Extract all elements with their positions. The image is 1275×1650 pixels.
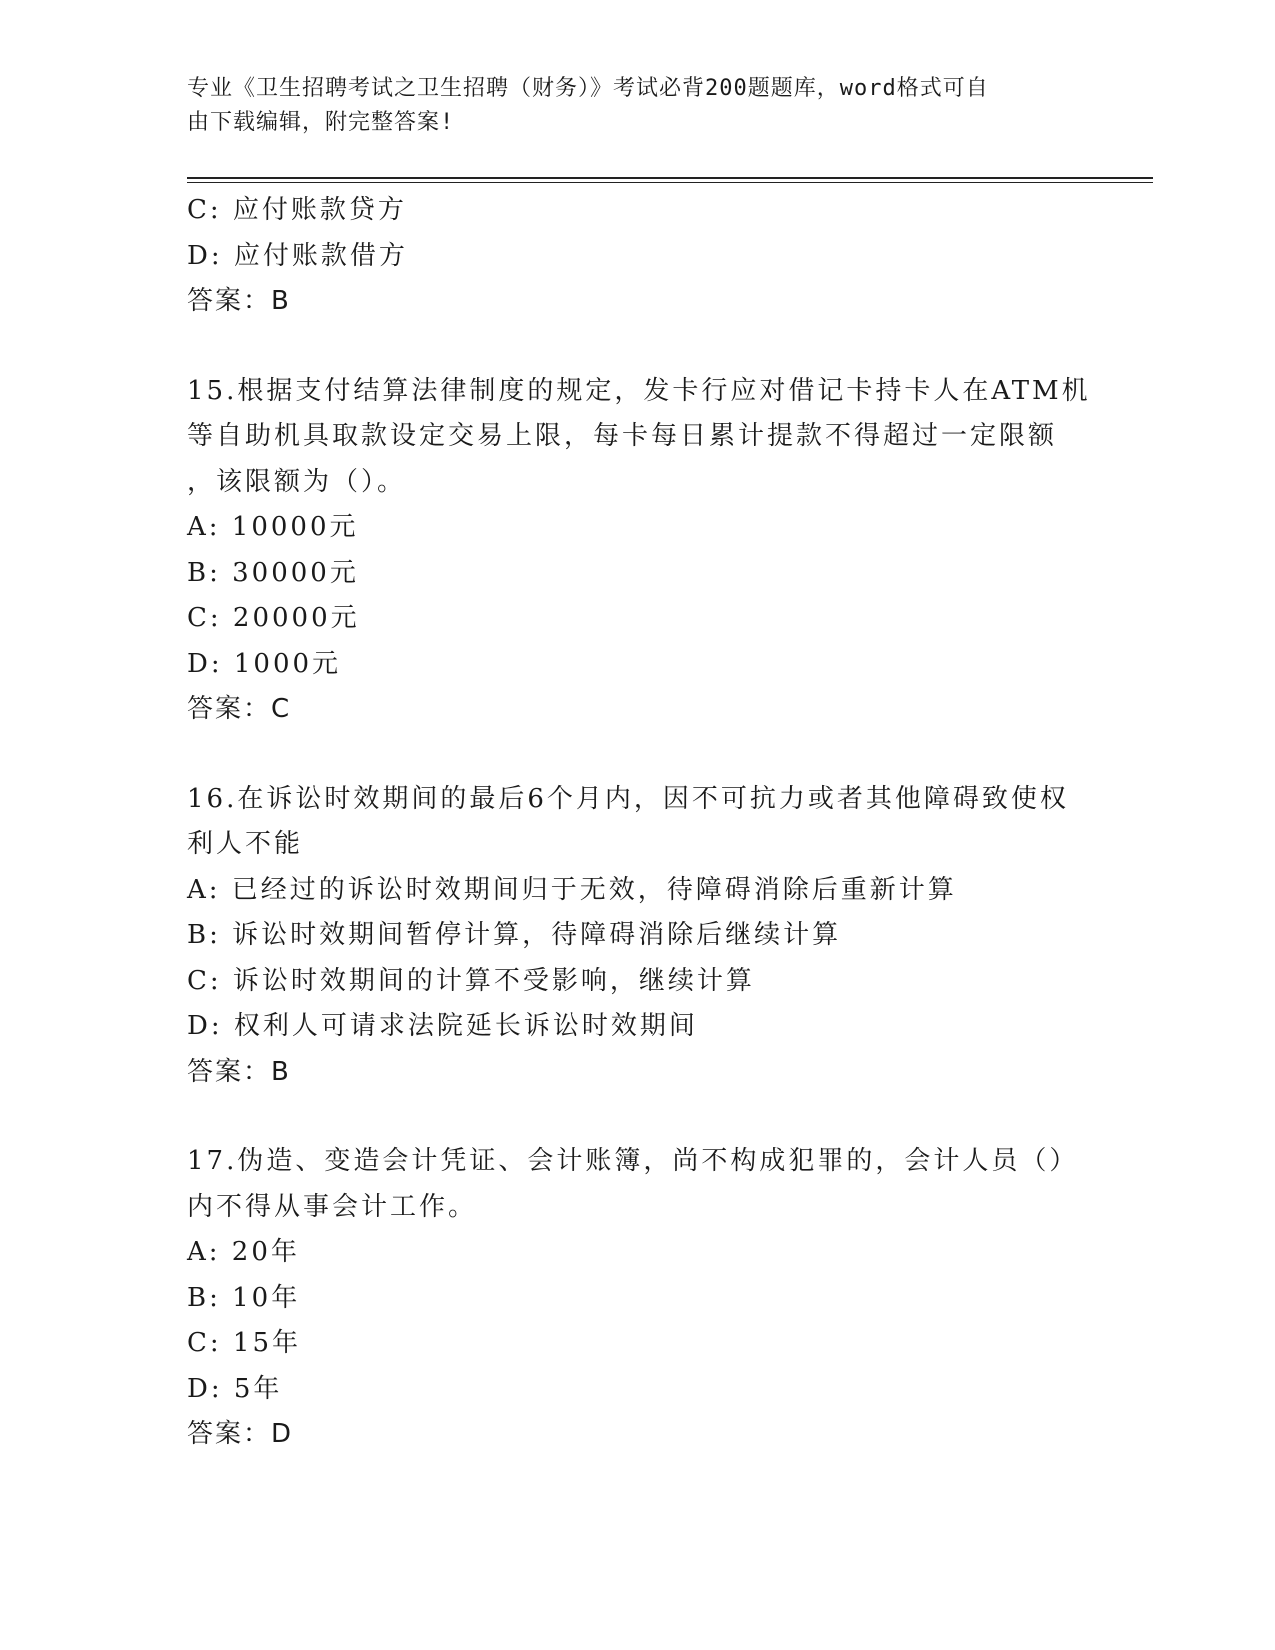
option-c: C: 诉讼时效期间的计算不受影响，继续计算 <box>187 965 755 996</box>
question-stem <box>187 1139 1087 1230</box>
option-d: D: 应付账款借方 <box>187 240 408 271</box>
stem-line: 利人不能 <box>187 829 304 859</box>
answer-line: 答案：D <box>187 1419 294 1449</box>
spacer <box>187 325 1087 369</box>
spacer <box>187 733 1087 777</box>
stem-line: 15.根据支付结算法律制度的规定，发卡行应对借记卡持卡人在ATM机 <box>187 375 1091 406</box>
option-c: C: 应付账款贷方 <box>187 195 407 225</box>
answer-line: 答案：C <box>187 694 292 724</box>
option-b: B: 诉讼时效期间暂停计算，待障碍消除后继续计算 <box>187 920 842 950</box>
question-15 <box>187 369 1091 733</box>
question-stem <box>187 777 1087 868</box>
stem-line: 等自助机具取款设定交易上限，每卡每日累计提款不得超过一定限额 <box>187 421 1058 451</box>
header-divider-thick <box>187 177 1153 179</box>
spacer <box>187 1095 1087 1139</box>
question-stem <box>187 369 1091 506</box>
option-b: B: 10年 <box>187 1282 301 1313</box>
option-d: D: 5年 <box>187 1373 283 1404</box>
prev-question-block <box>187 188 1087 325</box>
header-line-2: 由下载编辑，附完整答案! <box>187 110 455 135</box>
header-divider-thin <box>187 182 1153 183</box>
document-body <box>187 188 1091 1458</box>
option-d: D: 权利人可请求法院延长诉讼时效期间 <box>187 1011 698 1041</box>
answer-line: 答案：B <box>187 286 291 316</box>
option-a: A: 10000元 <box>187 512 359 542</box>
option-a: A: 20年 <box>187 1237 300 1267</box>
option-c: C: 15年 <box>187 1328 302 1358</box>
stem-line: 16.在诉讼时效期间的最后6个月内，因不可抗力或者其他障碍致使权 <box>187 783 1069 814</box>
question-17 <box>187 1139 1087 1458</box>
option-d: D: 1000元 <box>187 648 342 679</box>
stem-line: 17.伪造、变造会计凭证、会计账簿，尚不构成犯罪的，会计人员（） <box>187 1146 1079 1176</box>
option-b: B: 30000元 <box>187 557 359 588</box>
stem-line: ，该限额为（）。 <box>187 466 407 497</box>
option-c: C: 20000元 <box>187 603 360 633</box>
option-a: A: 已经过的诉讼时效期间归于无效，待障碍消除后重新计算 <box>187 874 957 905</box>
header-line-1: 专业《卫生招聘考试之卫生招聘（财务）》考试必背200题题库，word格式可自 <box>187 76 989 101</box>
document-header <box>187 72 1067 140</box>
stem-line: 内不得从事会计工作。 <box>187 1191 478 1222</box>
question-16 <box>187 777 1087 1096</box>
answer-line: 答案：B <box>187 1056 291 1087</box>
